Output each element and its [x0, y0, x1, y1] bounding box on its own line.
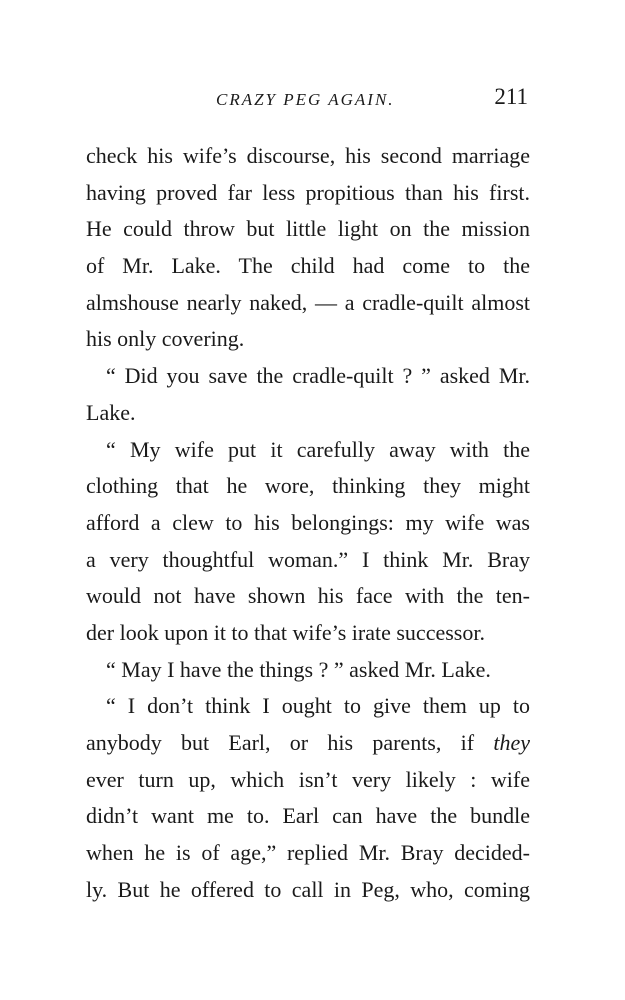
text-line: “ Did you save the cradle-quilt ? ” asked Mr. — [106, 363, 530, 389]
body-text — [86, 138, 530, 908]
text-line: “ I don’t think I ought to give them up to — [106, 693, 530, 719]
text-line: didn’t want me to. Earl can have the bundle — [86, 803, 530, 829]
text-line: of Mr. Lake. The child had come to the — [86, 253, 530, 279]
text-line: would not have shown his face with the ten- — [86, 583, 530, 609]
page-number: 211 — [494, 84, 528, 109]
text-line: clothing that he wore, thinking they might — [86, 473, 530, 499]
line-text: anybody but Earl, or his parents, if — [86, 730, 494, 755]
text-line: ly. But he offered to call in Peg, who, coming — [86, 876, 530, 902]
text-line: He could throw but little light on the mission — [86, 216, 530, 242]
text-line — [86, 725, 530, 762]
running-head — [86, 84, 530, 116]
text-line: having proved far less propitious than his first. — [86, 179, 530, 205]
running-title: CRAZY PEG AGAIN. — [216, 90, 395, 109]
text-line: his only covering. — [86, 326, 245, 352]
text-line: Lake. — [86, 399, 136, 425]
text-line: almshouse nearly naked, — a cradle-quilt almost — [86, 289, 530, 315]
text-line: “ My wife put it carefully away with the — [106, 436, 530, 462]
text-line: afford a clew to his belongings: my wife was — [86, 509, 530, 535]
text-line: der look upon it to that wife’s irate successor. — [86, 619, 485, 645]
text-line: “ May I have the things ? ” asked Mr. Lake. — [106, 656, 491, 682]
text-line: when he is of age,” replied Mr. Bray decided- — [86, 840, 530, 866]
italic-word: they — [493, 730, 530, 755]
text-line: ever turn up, which isn’t very likely : wife — [86, 766, 530, 792]
text-line: check his wife’s discourse, his second marriage — [86, 143, 530, 168]
text-line: a very thoughtful woman.” I think Mr. Bray — [86, 546, 530, 572]
